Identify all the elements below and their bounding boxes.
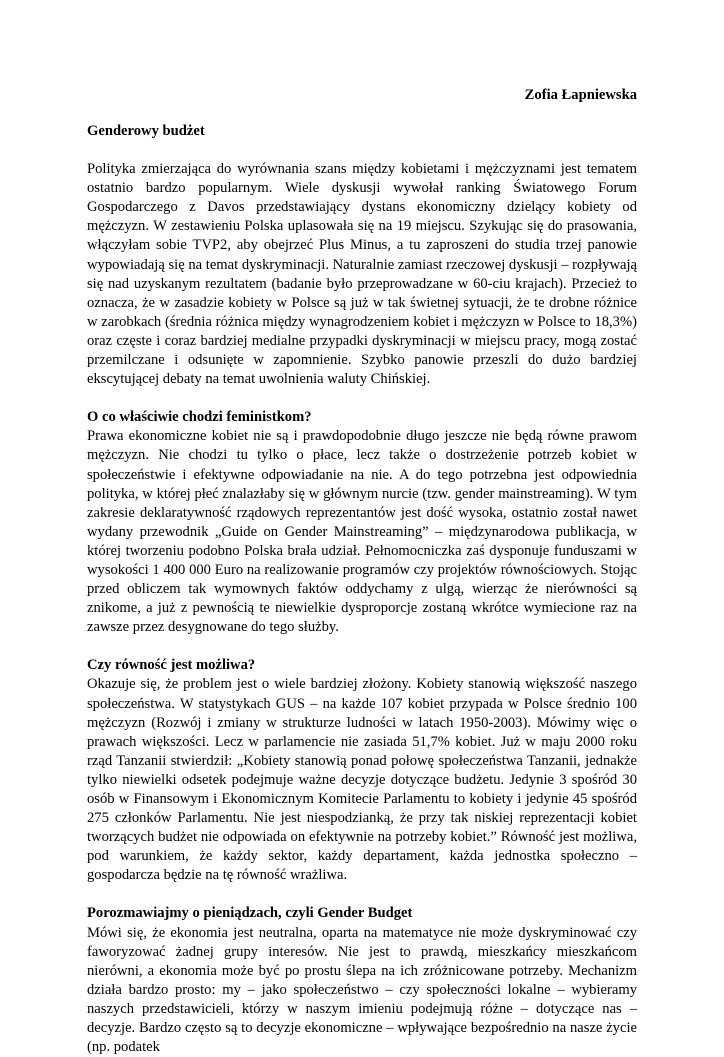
document-body: [87, 122, 637, 1057]
author-name: Zofia Łapniewska: [524, 87, 637, 103]
section-feminists: [87, 408, 637, 637]
section-paragraph: Okazuje się, że problem jest o wiele bardziej złożony. Kobiety stanowią większość naszego społeczeństwa. W statystykach GUS – na każde 107 kobiet przypada w Polsce średnio 100 mężczyzn (Rozwój i zmiany w strukturze ludności w latach 1950-2003). Mówimy więc o prawach większości. Lecz w parlamencie nie zasiada 51,7% kobiet. Już w maju 2000 roku rząd Tanzanii stwierdził: „Kobiety stanowią ponad połowę społeczeństwa Tanzanii, jednakże tylko niewielki odsetek podejmuje ważne decyzje dotyczące budżetu. Jedynie 3 spośród 30 osób w Finansowym i Ekonomicznym Komitecie Parlamentu to kobiety i jedynie 45 spośród 275 członków Parlamentu. Nie jest niespodzianką, że przy tak niskiej reprezentacji kobiet tworzących budżet nie odpowiada on efektywnie na potrzeby kobiet.” Równość jest możliwa, pod warunkiem, że każdy sektor, każdy departament, każda jednostka społeczno – gospodarcza będzie na tę równość wrażliwa.: [87, 676, 637, 884]
section-paragraph: Prawa ekonomiczne kobiet nie są i prawdopodobnie długo jeszcze nie będą równe prawom mężczyzn. Nie chodzi tu tylko o płace, lecz także o dostrzeżenie potrzeb kobiet w społeczeństwie i efektywne odpowiadanie na nie. A do tego potrzebna jest odpowiednia polityka, w której płeć znalazłaby się w głównym nurcie (tzw. gender mainstreaming). W tym zakresie deklaratywność rządowych reprezentantów jest dość wysoka, ostatnio został nawet wydany przewodnik „Guide on Gender Mainstreaming” – międzynarodowa publikacja, w której tworzeniu podobno Polska brała udział. Pełnomocniczka zaś dysponuje funduszami w wysokości 1 400 000 Euro na realizowanie programów czy projektów równościowych. Stojąc przed obliczem tak wymownych faktów oddychamy z ulgą, wierząc że nierówności są znikome, a już z pewnością te niewielkie dysproporcje zostaną wkrótce wymiecione raz na zawsze przez desygnowane do tego służby.: [87, 428, 637, 636]
intro-paragraph: Polityka zmierzająca do wyrównania szans między kobietami i mężczyznami jest tematem ostatnio bardzo popularnym. Wiele dyskusji wywołał ranking Światowego Forum Gospodarczego z Davos przedstawiający dystans ekonomiczny dzielący kobiety od mężczyzn. W zestawieniu Polska uplasowała się na 19 miejscu. Szykując się do prasowania, włączyłam sobie TVP2, aby obejrzeć Plus Minus, a tu zaproszeni do studia trzej panowie wypowiadają się na temat dyskryminacji. Naturalnie zamiast rzeczowej dyskusji – rozpływają się nad uzyskanym rezultatem (badanie było przeprowadzane w 60-ciu krajach). Przecież to oznacza, że w zasadzie kobiety w Polsce są już w tak świetnej sytuacji, że te drobne różnice w zarobkach (średnia różnica między wynagrodzeniem kobiet i mężczyzn w Polsce to 18,3%) oraz częste i coraz bardziej medialne przypadki dyskryminacji w miejscu pracy, mogą zostać przemilczane i odsunięte w zapomnienie. Szybko panowie przeszli do dużo bardziej ekscytującej debaty na temat uwolnienia waluty Chińskiej.: [87, 161, 637, 388]
document-title: Genderowy budżet: [87, 123, 205, 139]
section-gender-budget: [87, 904, 637, 1057]
section-paragraph: Mówi się, że ekonomia jest neutralna, oparta na matematyce nie może dyskryminować czy faworyzować żadnej grupy interesów. Nie jest to prawdą, mieszkańcy mieszkańcom nierówni, a ekonomia może być po prostu ślepa na ich zróżnicowane potrzeby. Mechanizm działa bardzo prosto: my – jako społeczeństwo – czy społeczności lokalne – wybieramy naszych przedstawicieli, którzy w naszym imieniu podejmują różne – dotyczące nas – decyzje. Bardzo często są to decyzje ekonomiczne – wpływające bezpośrednio na nasze życie (np. podatek: [87, 924, 637, 1056]
section-heading: Czy równość jest możliwa?: [87, 657, 256, 674]
section-equality: [87, 656, 637, 885]
section-heading: O co właściwie chodzi feministkom?: [87, 409, 312, 426]
section-heading: Porozmawiajmy o pieniądzach, czyli Gender Budget: [87, 905, 413, 922]
